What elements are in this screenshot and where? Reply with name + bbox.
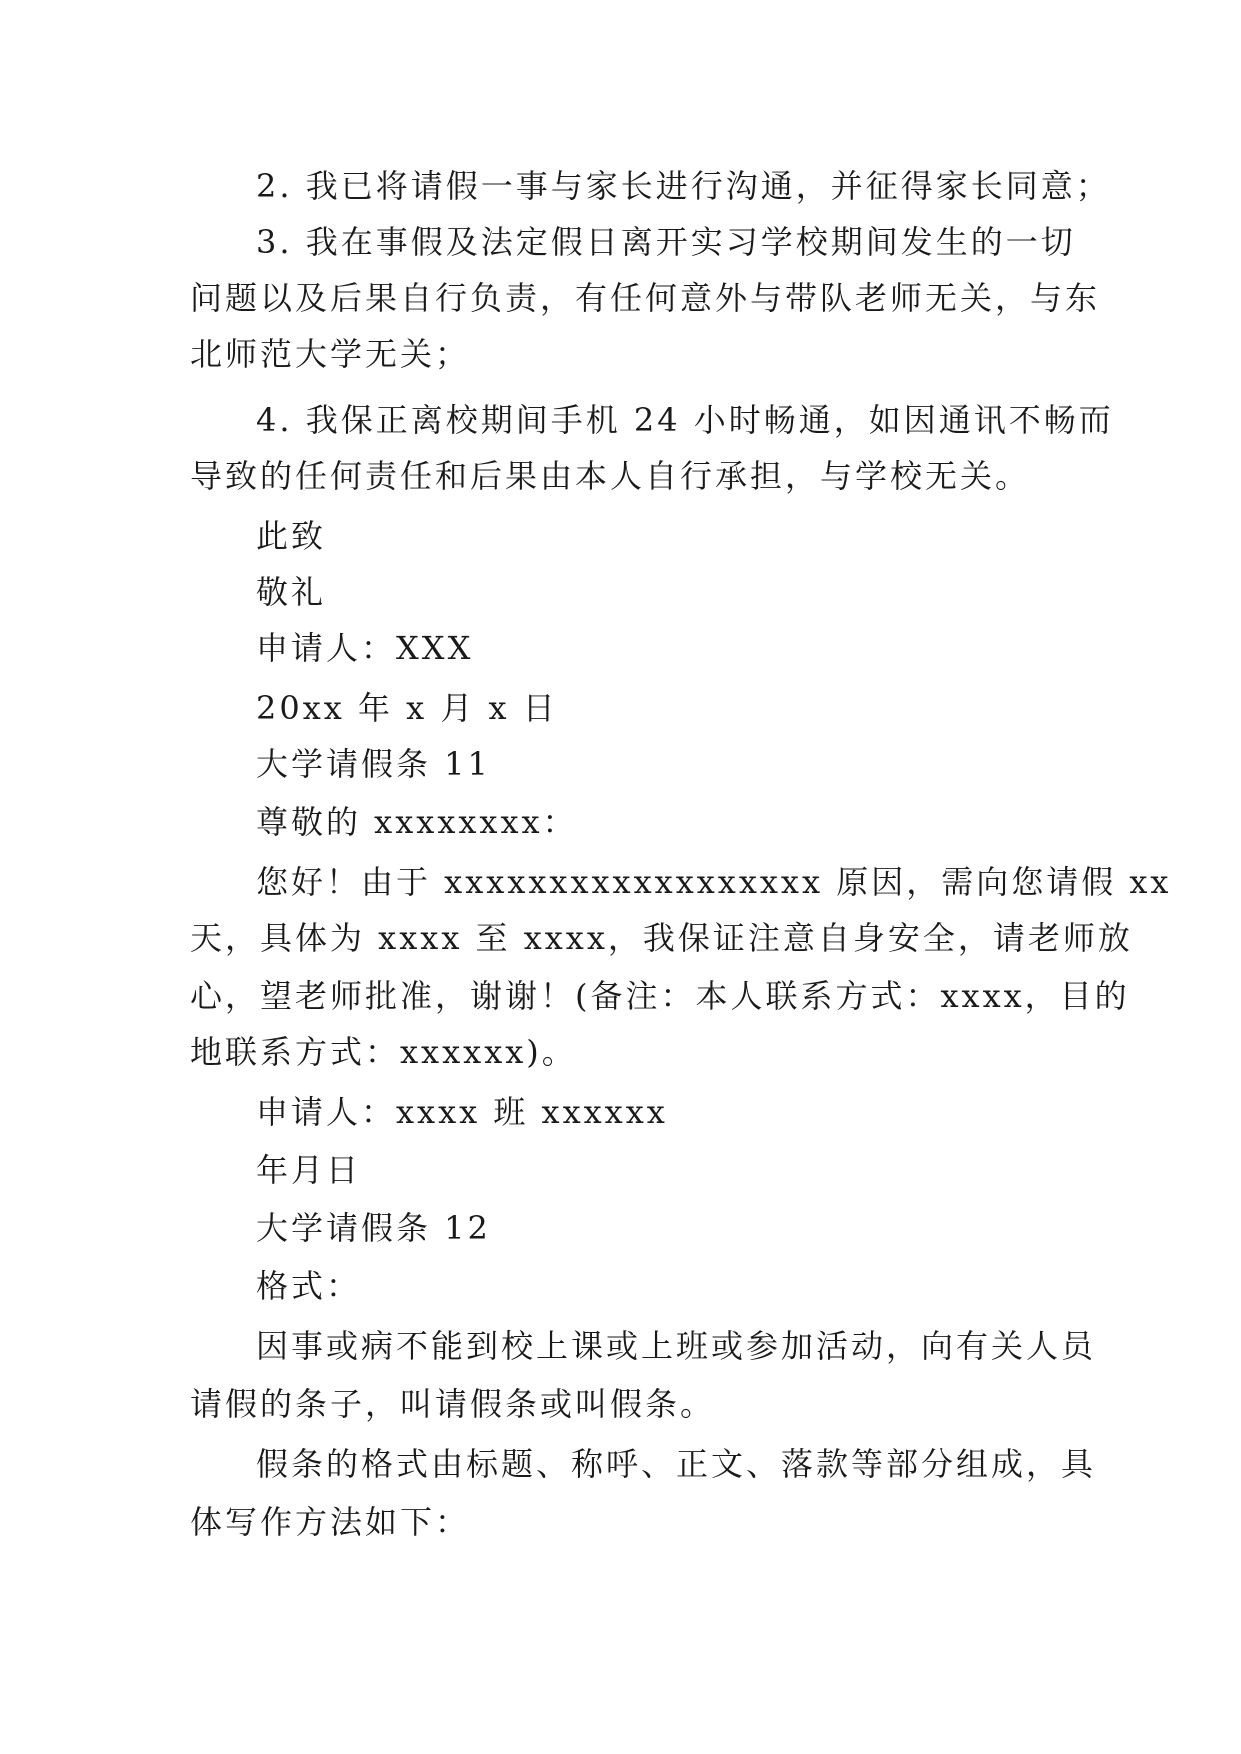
text-line: 地联系方式：xxxxxx)。	[190, 1033, 577, 1071]
text-line: 年月日	[256, 1151, 362, 1189]
text-line: 您好！由于 xxxxxxxxxxxxxxxxxx 原因，需向您请假 xx	[256, 863, 1172, 901]
text-line: 大学请假条 12	[256, 1209, 491, 1247]
text-line: 问题以及后果自行负责，有任何意外与带队老师无关，与东	[190, 279, 1101, 317]
text-line: 北师范大学无关；	[190, 335, 471, 373]
text-line: 导致的任何责任和后果由本人自行承担，与学校无关。	[190, 457, 1031, 495]
text-line: 2. 我已将请假一事与家长进行沟通，并征得家长同意；	[256, 167, 1111, 205]
text-line: 尊敬的 xxxxxxxx：	[256, 803, 578, 841]
text-line: 天，具体为 xxxx 至 xxxx，我保证注意自身安全，请老师放	[190, 919, 1133, 957]
text-line: 敬礼	[256, 573, 327, 611]
text-line: 4. 我保正离校期间手机 24 小时畅通，如因通讯不畅而	[256, 401, 1114, 439]
text-line: 体写作方法如下：	[190, 1503, 471, 1541]
text-line: 心，望老师批准，谢谢！(备注：本人联系方式：xxxx，目的	[190, 977, 1130, 1015]
text-line: 申请人：xxxx 班 xxxxxx	[256, 1093, 668, 1131]
text-line: 请假的条子，叫请假条或叫假条。	[190, 1385, 716, 1423]
text-line: 格式：	[256, 1267, 362, 1305]
text-line: 此致	[256, 517, 327, 555]
text-line: 因事或病不能到校上课或上班或参加活动，向有关人员	[256, 1327, 1097, 1365]
text-line: 申请人：XXX	[256, 629, 474, 667]
text-line: 3. 我在事假及法定假日离开实习学校期间发生的一切	[256, 223, 1076, 261]
text-line: 假条的格式由标题、称呼、正文、落款等部分组成，具	[256, 1445, 1097, 1483]
text-line: 20xx 年 x 月 x 日	[256, 689, 558, 727]
text-line: 大学请假条 11	[256, 745, 491, 783]
